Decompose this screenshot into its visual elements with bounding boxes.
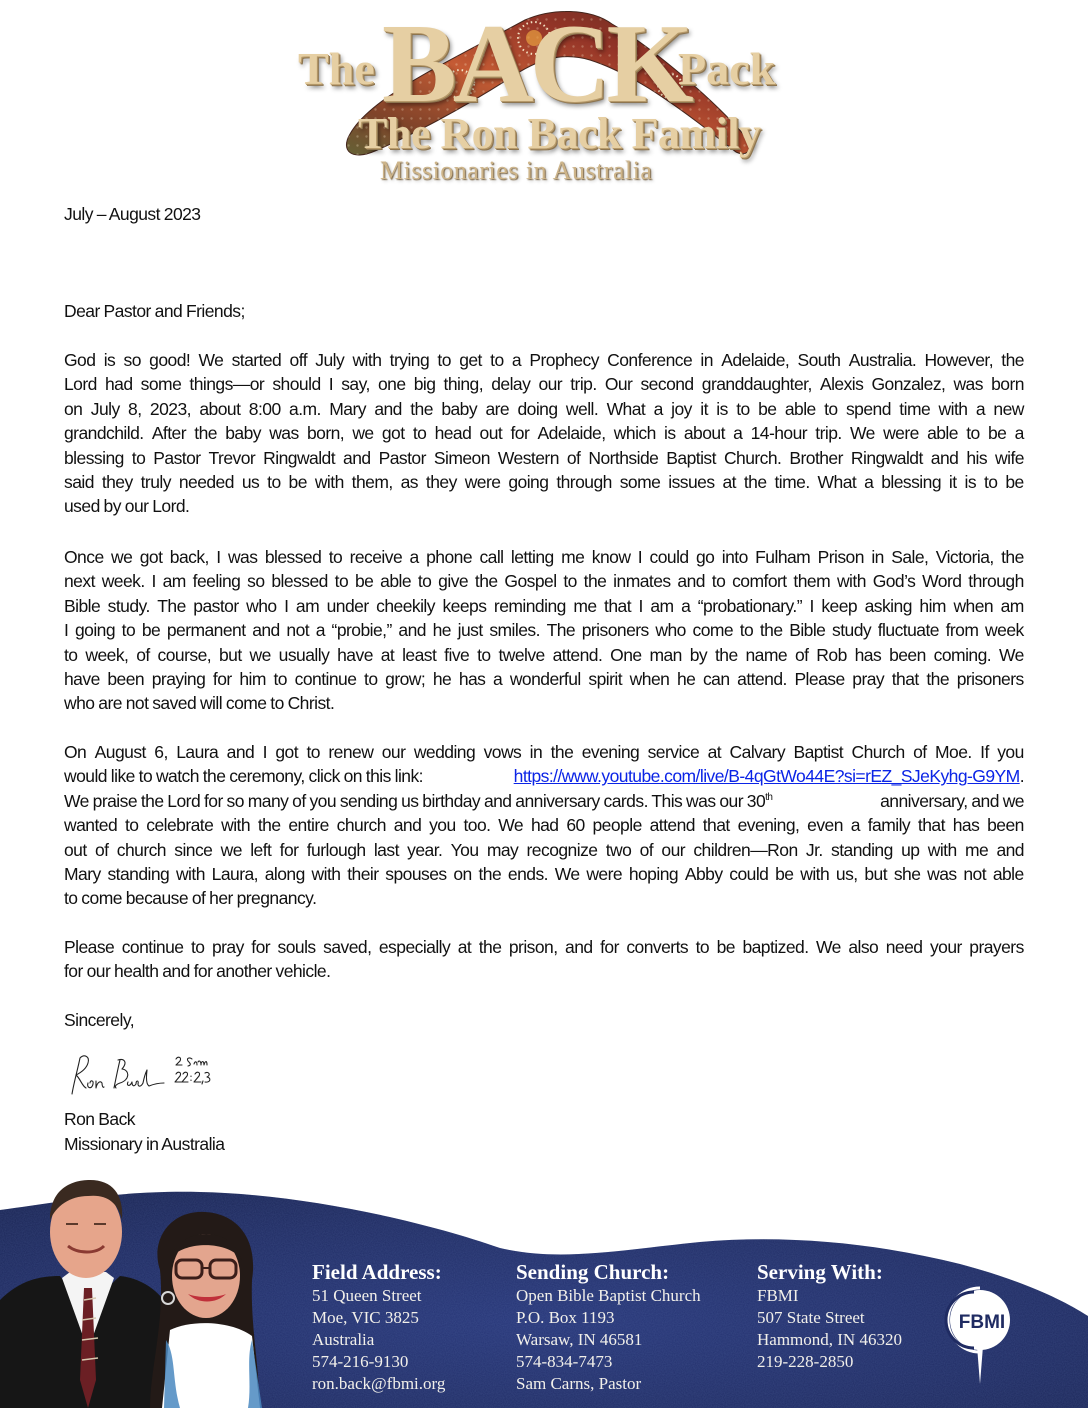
field-address-line: Australia [312,1330,375,1349]
logo-word-the: The [298,43,375,94]
signer-title: Missionary in Australia [64,1134,225,1154]
paragraph-line: said they truly needed us to be with them, as they were going through some issues at the time. What a blessing it is to be [64,471,1024,492]
svg-text:FBMI: FBMI [958,1312,1006,1333]
sending-church-block [516,1260,701,1395]
anniversary-text-end: anniversary, and we [880,790,1024,811]
field-address-heading: Field Address: [312,1260,442,1284]
logo-word-back: BACK [382,2,690,126]
field-address-line: 51 Queen Street [312,1286,422,1305]
paragraph-2 [64,545,1024,716]
paragraph-line: to come because of her pregnancy. [64,888,317,909]
field-phone: 574-216-9130 [312,1352,409,1371]
paragraph-1 [64,348,1024,519]
link-trailing-period: . [1019,766,1024,787]
paragraph-line-with-superscript [64,789,1024,813]
sending-church-phone: 574-834-7473 [516,1352,613,1371]
fbmi-logo-icon [944,1280,1012,1388]
serving-with-block [757,1260,902,1373]
paragraph-line: who are not saved will come to Christ. [64,693,335,714]
sending-church-pastor: Sam Carns, Pastor [516,1374,642,1393]
signer-name: Ron Back [64,1109,135,1129]
paragraph-line: used by our Lord. [64,496,190,517]
sending-church-heading: Sending Church: [516,1260,670,1284]
paragraph-line: blessing to Pastor Trevor Ringwaldt and Pastor Simeon Western of Northside Baptist Church. Brother Ringwaldt and his wife [64,447,1024,468]
newsletter-logo [290,2,800,190]
paragraph-line: Bible study. The pastor who I am under cheekily keeps reminding me that I am a “probationary.” I keep asking him when am [64,595,1024,616]
serving-with-line: 507 State Street [757,1308,865,1327]
paragraph-4 [64,935,1024,984]
paragraph-line: God is so good! We started off July with trying to get to a Prophecy Conference in Adelaide, South Australia. However, the [64,350,1024,370]
logo-tagline: Missionaries in Australia [380,156,653,185]
logo-word-pack: Pack [678,43,776,94]
missionary-couple-photo [0,1180,290,1408]
letter-greeting: Dear Pastor and Friends; [64,301,245,321]
logo-family-name: The Ron Back Family [358,109,761,158]
ordinal-suffix: th [765,791,773,803]
sending-church-line: Open Bible Baptist Church [516,1286,701,1305]
field-address-line: Moe, VIC 3825 [312,1308,419,1327]
letter-date: July – August 2023 [64,204,201,224]
ceremony-video-link[interactable]: https://www.youtube.com/live/B-4qGtWo44E?si=rEZ_SJeKyhg-G9YM [513,766,1020,787]
paragraph-line: have been praying for him to continue to grow; he has a wonderful spirit when he can attend. Please pray that the prisoners [64,668,1024,689]
paragraph-line: to week, of course, but we usually have at least five to twelve attend. One man by the name of Rob has been coming. We [64,644,1024,665]
contact-footer [0,1180,1088,1408]
paragraph-line: wanted to celebrate with the entire church and you too. We had 60 people attend that evening, even a family that has been [64,815,1024,836]
paragraph-3 [64,740,1024,911]
serving-with-phone: 219-228-2850 [757,1352,854,1371]
paragraph-line: Mary standing with Laura, along with their spouses on the ends. We were hoping Abby could be with us, but she was not able [64,863,1024,884]
paragraph-line: next week. I am feeling so blessed to be able to give the Gospel to the inmates and to comfort them with God’s Word through [64,571,1024,592]
sending-church-line: P.O. Box 1193 [516,1308,615,1327]
link-lead-text: would like to watch the ceremony, click on this link: [64,766,423,787]
paragraph-line: out of church since we left for furlough last year. You may recognize two of our children—Ron Jr. standing up with me and [64,839,1024,860]
paragraph-line: Once we got back, I was blessed to receive a phone call letting me know I could go into Fulham Prison in Sale, Victoria, the [64,547,1024,567]
paragraph-line: Lord had some things—or should I say, one big thing, delay our trip. Our second granddaughter, Alexis Gonzalez, was born [64,374,1024,395]
sending-church-line: Warsaw, IN 46581 [516,1330,643,1349]
paragraph-line-with-link [64,764,1024,788]
paragraph-line: on July 8, 2023, about 8:00 a.m. Mary and the baby are doing well. What a joy it is to be able to spend time with a new [64,398,1024,419]
letter-closing: Sincerely, [64,1010,135,1030]
anniversary-text: We praise the Lord for so many of you sending us birthday and anniversary cards. This was our 30 [64,790,766,811]
field-address-block [312,1260,445,1395]
serving-with-line: FBMI [757,1286,799,1305]
serving-with-line: Hammond, IN 46320 [757,1330,902,1349]
paragraph-line: grandchild. After the baby was born, we got to head out for Adelaide, which is about a 14-hour trip. We were able to be a [64,423,1024,444]
paragraph-line: On August 6, Laura and I got to renew our wedding vows in the evening service at Calvary Baptist Church of Moe. If you [64,742,1024,762]
field-email: ron.back@fbmi.org [312,1374,446,1393]
paragraph-line: Please continue to pray for souls saved, especially at the prison, and for converts to be baptized. We also need your prayers [64,937,1024,957]
handwritten-signature [64,1050,264,1100]
serving-with-heading: Serving With: [757,1260,883,1284]
paragraph-line: for our health and for another vehicle. [64,961,331,982]
paragraph-line: I going to be permanent and not a “probie,” and he just smiles. The prisoners who come to the Bible study fluctuate from week [64,620,1024,641]
